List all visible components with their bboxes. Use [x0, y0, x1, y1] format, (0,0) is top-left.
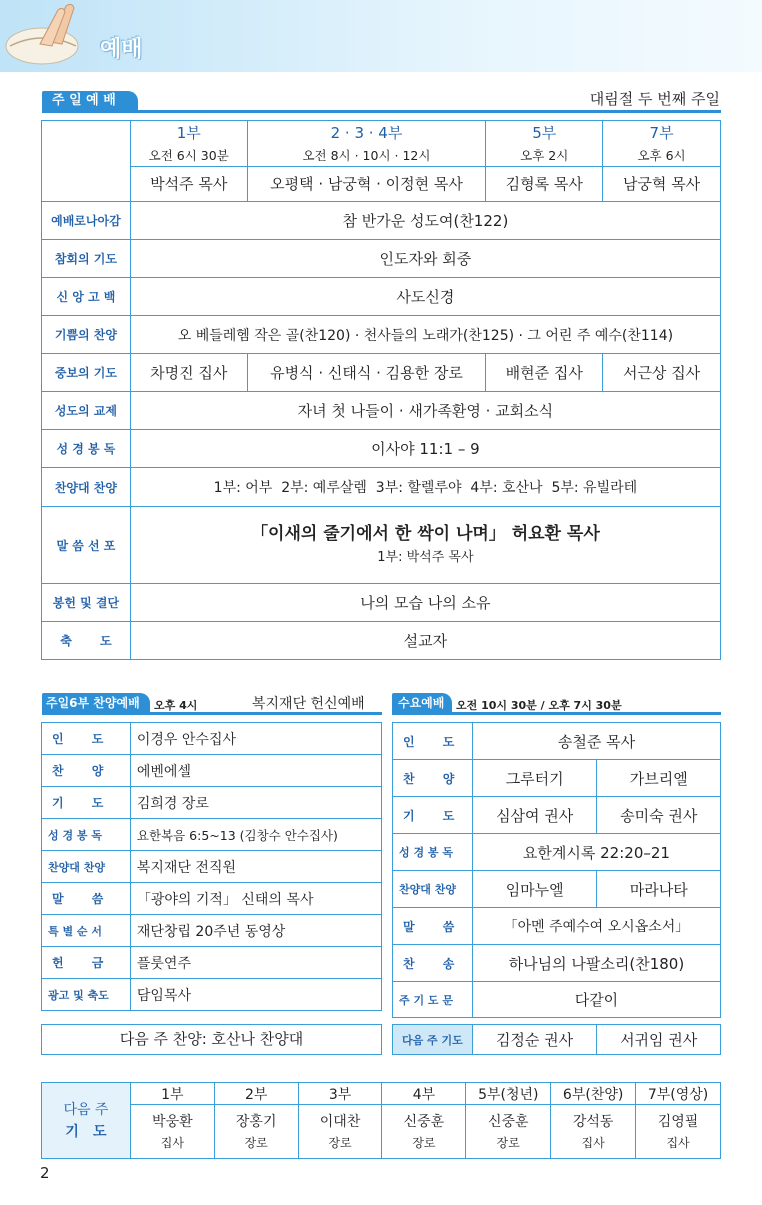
person-name: 이대찬 [319, 1113, 361, 1130]
next-prayer-label2: 기 도 [65, 1123, 107, 1140]
wed-value: 송미숙 권사 [597, 797, 721, 834]
person-name: 장홍기 [235, 1113, 277, 1130]
person-cell [214, 1105, 298, 1159]
wed-value: 요한계시록 22:20–21 [472, 834, 720, 871]
row-label: 참회의 기도 [42, 240, 131, 278]
service-cell [247, 121, 486, 202]
sixth-value: 복지재단 전직원 [130, 851, 381, 883]
person-cell [466, 1105, 551, 1159]
row-label: 축 도 [42, 622, 131, 660]
header-title: 예배 [100, 37, 143, 62]
service-name: 7부 [649, 124, 674, 142]
row-value: 나의 모습 나의 소유 [130, 584, 720, 622]
wed-next-value: 김정순 권사 [472, 1025, 597, 1055]
part-cell: 2부 [214, 1083, 298, 1105]
wed-value: 하나님의 나팔소리(찬180) [472, 945, 720, 982]
sixth-label: 기 도 [42, 787, 131, 819]
row-label: 성도의 교제 [42, 392, 131, 430]
service-cell [130, 121, 247, 202]
service-name: 5부 [532, 124, 557, 142]
sixth-table [41, 722, 382, 1011]
sixth-tab: 주일6부 찬양예배 [42, 693, 150, 713]
wednesday-time: 오전 10시 30분 / 오후 7시 30분 [456, 699, 622, 712]
row-value: 오 베들레헴 작은 골(찬120) · 천사들의 노래가(찬125) · 그 어린 주 예수(찬114) [130, 316, 720, 354]
person-title: 장로 [496, 1135, 520, 1150]
person-cell [382, 1105, 466, 1159]
wednesday-tab-line [392, 712, 721, 715]
part-cell: 1부 [130, 1083, 214, 1105]
person-cell [130, 1105, 214, 1159]
sermon-cell [130, 507, 720, 584]
person-title: 집사 [160, 1135, 184, 1150]
row-label: 중보의 기도 [42, 354, 131, 392]
sixth-value: 재단창립 20주년 동영상 [130, 915, 381, 947]
sixth-label: 찬 양 [42, 755, 131, 787]
service-name: 2 · 3 · 4부 [330, 124, 403, 142]
wed-label: 기 도 [393, 797, 473, 834]
sixth-subtitle: 복지재단 헌신예배 [252, 696, 365, 712]
wed-label: 찬 양 [393, 760, 473, 797]
service-cell [486, 121, 603, 202]
row-label: 말 씀 선 포 [42, 507, 131, 584]
sixth-label: 특 별 순 서 [42, 915, 131, 947]
person-title: 장로 [328, 1135, 352, 1150]
service-cell [603, 121, 721, 202]
part-cell: 6부(찬양) [551, 1083, 636, 1105]
sixth-value: 플룻연주 [130, 947, 381, 979]
wed-value: 다같이 [472, 982, 720, 1018]
sunday-tab: 주 일 예 배 [42, 91, 138, 111]
person-title: 장로 [244, 1135, 268, 1150]
wed-label: 주 기 도 문 [393, 982, 473, 1018]
wed-next-value: 서귀임 권사 [597, 1025, 721, 1055]
service-leader: 김형록 목사 [486, 166, 602, 201]
prayer-value: 서근상 집사 [603, 354, 721, 392]
next-prayer-table [41, 1082, 721, 1159]
row-value: 1부: 어부 2부: 예루살렘 3부: 할렐루야 4부: 호산나 5부: 유빌라테 [130, 468, 720, 507]
sunday-table [41, 120, 721, 660]
wed-value: 임마누엘 [472, 871, 597, 908]
sixth-tab-line [42, 712, 382, 715]
row-label: 찬양대 찬양 [42, 468, 131, 507]
wed-value: 「아멘 주예수여 오시옵소서」 [472, 908, 720, 945]
sixth-value: 이경우 안수집사 [130, 723, 381, 755]
wed-value: 심삼여 권사 [472, 797, 597, 834]
wed-label: 말 씀 [393, 908, 473, 945]
row-value: 인도자와 회중 [130, 240, 720, 278]
sixth-value: 에벤에셀 [130, 755, 381, 787]
page-number: 2 [40, 1164, 50, 1182]
service-time: 오전 8시 · 10시 · 12시 [302, 148, 431, 163]
sixth-label: 헌 금 [42, 947, 131, 979]
sixth-value: 「광야의 기적」 신태의 목사 [130, 883, 381, 915]
person-name: 신중훈 [487, 1113, 529, 1130]
wed-value: 가브리엘 [597, 760, 721, 797]
sixth-label: 찬양대 찬양 [42, 851, 131, 883]
row-label: 봉헌 및 결단 [42, 584, 131, 622]
row-label: 성 경 봉 독 [42, 430, 131, 468]
person-title: 집사 [581, 1135, 605, 1150]
sixth-label: 인 도 [42, 723, 131, 755]
prayer-value: 차명진 집사 [130, 354, 247, 392]
header-banner [0, 0, 762, 72]
person-name: 신중훈 [403, 1113, 445, 1130]
person-cell [298, 1105, 382, 1159]
service-name: 1부 [176, 124, 201, 142]
person-title: 장로 [412, 1135, 436, 1150]
wednesday-table [392, 722, 721, 1018]
sixth-label: 성 경 봉 독 [42, 819, 131, 851]
wed-value: 그루터기 [472, 760, 597, 797]
person-title: 집사 [666, 1135, 690, 1150]
prayer-value: 배현준 집사 [486, 354, 603, 392]
sixth-next: 다음 주 찬양: 호산나 찬양대 [41, 1024, 382, 1055]
wednesday-next-table [392, 1024, 721, 1055]
wed-label: 찬양대 찬양 [393, 871, 473, 908]
part-cell: 7부(영상) [636, 1083, 721, 1105]
service-leader: 박석주 목사 [131, 166, 247, 201]
wed-value: 송철준 목사 [472, 723, 720, 760]
row-value: 이사야 11:1 – 9 [130, 430, 720, 468]
part-cell: 3부 [298, 1083, 382, 1105]
sermon-title: 「이새의 줄기에서 한 싹이 나며」 허요환 목사 [251, 524, 600, 544]
service-leader: 남궁혁 목사 [603, 166, 720, 201]
wed-value: 마라나타 [597, 871, 721, 908]
row-value: 설교자 [130, 622, 720, 660]
wednesday-tab: 수요예배 [392, 693, 452, 713]
person-name: 강석동 [572, 1113, 614, 1130]
row-label: 신 앙 고 백 [42, 278, 131, 316]
wed-label: 인 도 [393, 723, 473, 760]
person-name: 김영필 [657, 1113, 699, 1130]
person-cell [636, 1105, 721, 1159]
sunday-subtitle: 대림절 두 번째 주일 [589, 90, 720, 108]
sixth-time: 오후 4시 [154, 699, 198, 712]
corner-cell [42, 121, 131, 202]
sixth-value: 요한복음 6:5~13 (김창수 안수집사) [130, 819, 381, 851]
next-prayer-label1: 다음 주 [63, 1101, 109, 1118]
service-time: 오후 2시 [520, 148, 569, 163]
row-label: 기쁨의 찬양 [42, 316, 131, 354]
wed-label: 성 경 봉 독 [393, 834, 473, 871]
row-label: 예배로나아감 [42, 202, 131, 240]
row-value: 사도신경 [130, 278, 720, 316]
sixth-label: 광고 및 축도 [42, 979, 131, 1011]
service-time: 오전 6시 30분 [148, 148, 229, 163]
praying-hands-bible-icon [0, 0, 90, 72]
service-leader: 오평택 · 남궁혁 · 이정현 목사 [248, 166, 486, 201]
wed-label: 찬 송 [393, 945, 473, 982]
row-value: 참 반가운 성도여(찬122) [130, 202, 720, 240]
sixth-label: 말 씀 [42, 883, 131, 915]
person-name: 박웅환 [152, 1113, 193, 1130]
next-prayer-label [42, 1083, 131, 1159]
sunday-tab-line [42, 110, 721, 113]
wed-next-label: 다음 주 기도 [393, 1025, 473, 1055]
sermon-sub: 1부: 박석주 목사 [377, 550, 474, 565]
row-value: 자녀 첫 나들이 · 새가족환영 · 교회소식 [130, 392, 720, 430]
part-cell: 4부 [382, 1083, 466, 1105]
prayer-value: 유병식 · 신태식 · 김용한 장로 [247, 354, 486, 392]
person-cell [551, 1105, 636, 1159]
sixth-value: 담임목사 [130, 979, 381, 1011]
sixth-value: 김희경 장로 [130, 787, 381, 819]
service-time: 오후 6시 [637, 148, 686, 163]
part-cell: 5부(청년) [466, 1083, 551, 1105]
